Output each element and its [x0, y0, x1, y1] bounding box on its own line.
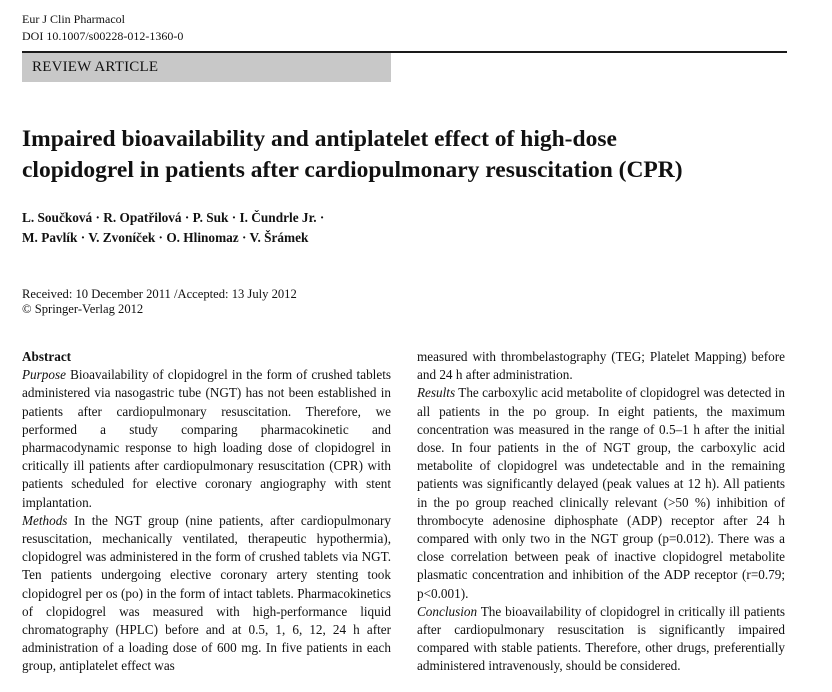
- abstract-conclusion: [417, 603, 785, 676]
- conclusion-label: Conclusion: [417, 603, 478, 619]
- methods-label: Methods: [22, 512, 68, 528]
- article-title: [22, 124, 802, 186]
- title-line: clopidogrel in patients after cardiopulmonary resuscitation (CPR): [22, 157, 683, 183]
- authors-line: M. Pavlík · V. Zvoníček · O. Hlinomaz · V. Šrámek: [22, 230, 309, 245]
- purpose-label: Purpose: [22, 367, 66, 383]
- article-type-banner: [22, 53, 391, 82]
- abstract-left-column: [22, 348, 391, 676]
- abstract-purpose: [22, 366, 391, 512]
- journal-name: Eur J Clin Pharmacol: [22, 12, 125, 26]
- purpose-text: Bioavailability of clopidogrel in the form of crushed tablets administered via nasogastric tube (NGT) has not been established in patients after cardiopulmonary resuscitation. Therefore, we performed a study comparing pharmacokinetic and pharmacodynamic response to high loading dose of clopidogrel in critically ill patients after cardiopulmonary resuscitation (CPR) with patients scheduled for elective coronary angiography with stent implantation.: [22, 367, 391, 510]
- conclusion-text: The bioavailability of clopidogrel in critically ill patients after cardiopulmonary resuscitation is significantly impaired compared with stable patients. Therefore, other drugs, preferentially administered intravenously, should be considered.: [417, 603, 785, 674]
- results-text: The carboxylic acid metabolite of clopidogrel was detected in all patients in the po group. In eight patients, the maximum concentration was measured in the range of 0.5–1 h after the initial dose. In four patients in the of NGT group, the carboxylic acid metabolite of clopidogrel was undetectable and in the remaining patients was significantly delayed (peak values at 12 h). All patients in the po group reached clinically relevant (>50 %) inhibition of thrombocyte adenosine diphosphate (ADP) receptor after 24 h compared with only two in the NGT group (p=0.012). There was a close correlation between peak of inactive clopidogrel metabolite plasmatic concentration and inhibition of the ADP receptor (r=0.79; p<0.001).: [417, 385, 785, 601]
- journal-header: [22, 11, 183, 45]
- article-dates: [22, 287, 297, 317]
- methods-continued: measured with thrombelastography (TEG; Platelet Mapping) before and 24 h after administration.: [417, 349, 785, 383]
- article-type: REVIEW ARTICLE: [32, 59, 159, 75]
- doi: DOI 10.1007/s00228-012-1360-0: [22, 29, 184, 43]
- title-line: Impaired bioavailability and antiplatelet effect of high-dose: [22, 126, 617, 152]
- abstract-methods: [22, 512, 391, 676]
- authors-line: L. Součková · R. Opatřilová · P. Suk · I. Čundrle Jr. ·: [22, 210, 325, 225]
- abstract-right-column: [417, 348, 785, 676]
- methods-text: In the NGT group (nine patients, after cardiopulmonary resuscitation, mechanically ventilated, therapeutic hypothermia), clopidogrel was administered in the form of crushed tablets via NGT. Ten patients undergoing elective coronary artery stenting took clopidogrel per os (po) in the form of intact tablets. Pharmacokinetics of clopidogrel was measured with high-performance liquid chromatography (HPLC) before and at 0.5, 1, 6, 12, 24 h after administration of a loading dose of 600 mg. In five patients in each group, antiplatelet effect was: [22, 512, 391, 674]
- results-label: Results: [417, 385, 456, 401]
- author-list: [22, 208, 324, 248]
- abstract-results: [417, 384, 785, 602]
- abstract-heading: Abstract: [22, 349, 72, 364]
- received-accepted: Received: 10 December 2011 /Accepted: 13 July 2012: [22, 287, 297, 301]
- copyright: © Springer-Verlag 2012: [22, 302, 144, 316]
